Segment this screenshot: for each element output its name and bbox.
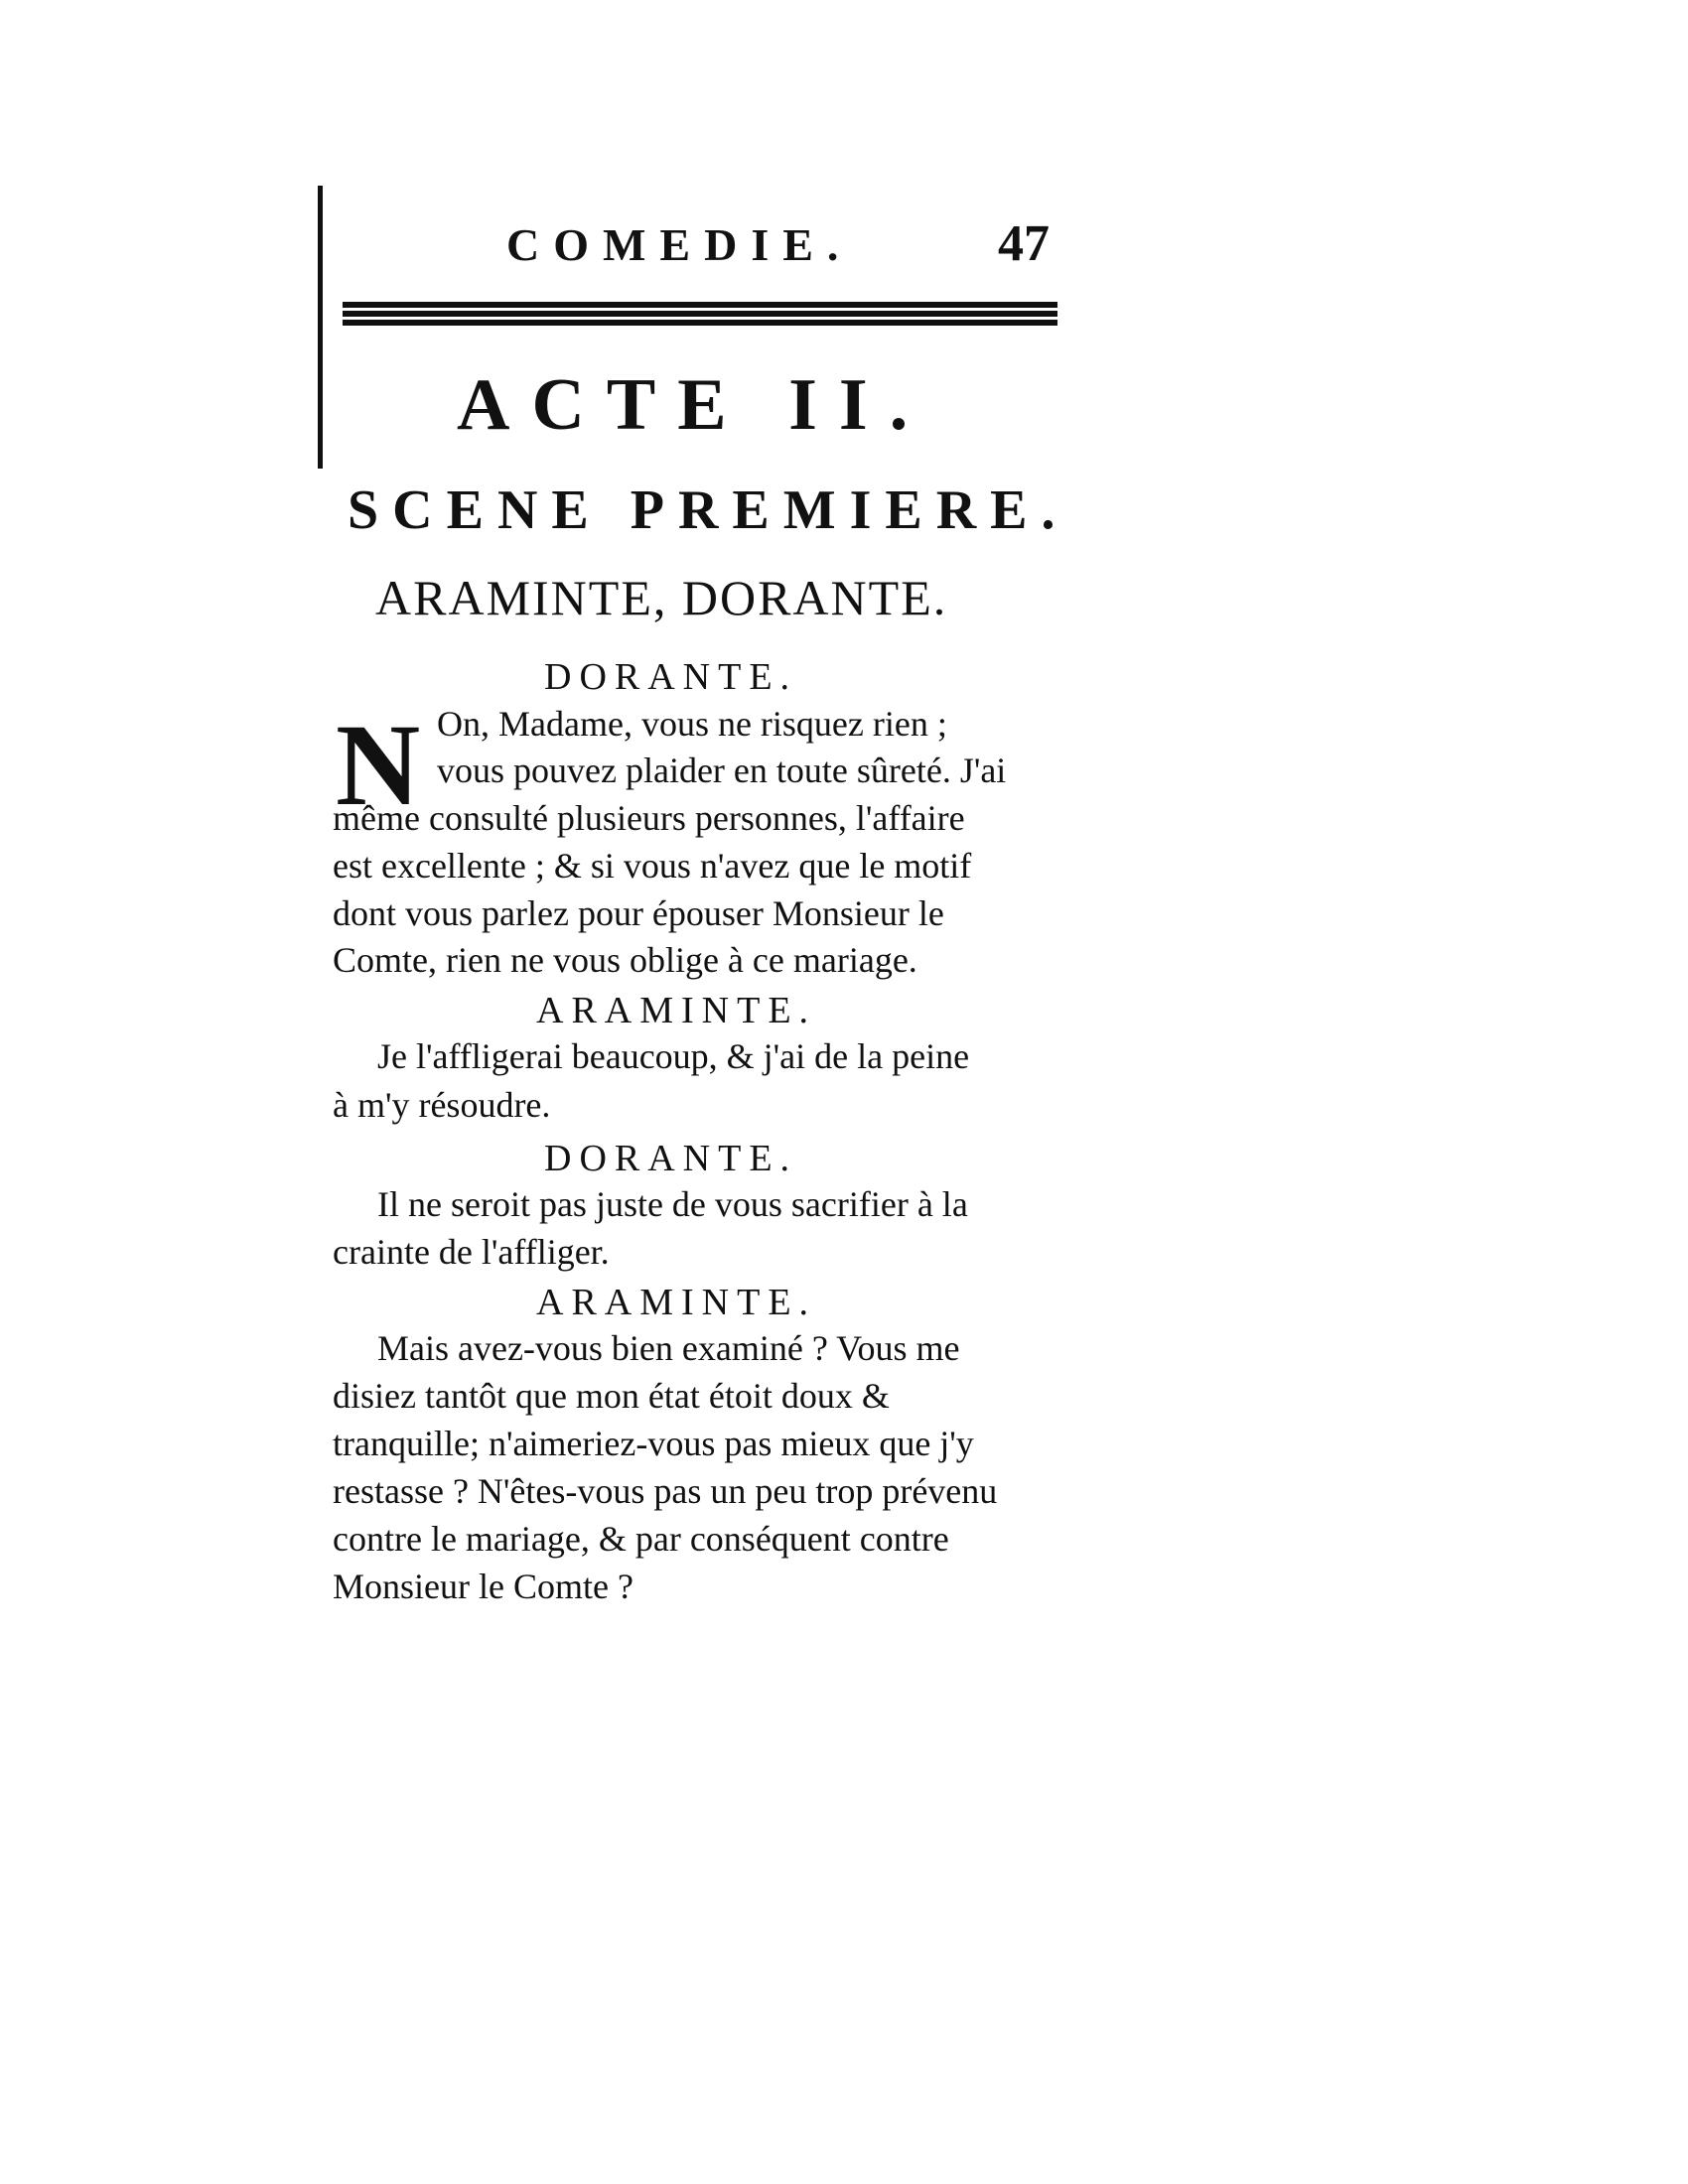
dialogue-line: crainte de l'affliger.	[333, 1232, 610, 1272]
rule-line	[343, 320, 1057, 326]
running-head: COMEDIE.	[506, 219, 853, 270]
dialogue-line: contre le mariage, & par conséquent contre	[333, 1519, 949, 1559]
drop-cap: N	[336, 700, 421, 830]
dialogue-line: vous pouvez plaider en toute sûreté. J'ai	[437, 751, 1007, 790]
scene-title: SCENE PREMIERE.	[348, 479, 1069, 541]
dialogue-line: Comte, rien ne vous oblige à ce mariage.	[333, 940, 917, 980]
speaker-name: DORANTE.	[544, 656, 798, 698]
dialogue-line: à m'y résoudre.	[333, 1085, 551, 1125]
dialogue-line: Monsieur le Comte ?	[333, 1567, 633, 1606]
dialogue-line: même consulté plusieurs personnes, l'affaire	[333, 798, 965, 838]
dialogue-line: Mais avez-vous bien examiné ? Vous me	[377, 1328, 960, 1368]
dialogue-line: disiez tantôt que mon état étoit doux &	[333, 1376, 890, 1416]
dialogue-line: Il ne seroit pas juste de vous sacrifier à la	[377, 1184, 968, 1224]
rule-line	[343, 311, 1057, 317]
dialogue-line: est excellente ; & si vous n'avez que le motif	[333, 846, 972, 886]
dialogue-line: restasse ? N'êtes-vous pas un peu trop prévenu	[333, 1471, 998, 1511]
dialogue-line: dont vous parlez pour épouser Monsieur le	[333, 893, 944, 933]
ornamental-rule	[343, 302, 1057, 326]
dialogue-line: tranquille; n'aimeriez-vous pas mieux que j'y	[333, 1424, 974, 1463]
act-title: ACTE II.	[457, 364, 930, 446]
page-number: 47	[998, 215, 1050, 272]
scene-characters: ARAMINTE, DORANTE.	[375, 570, 948, 625]
rule-line	[343, 302, 1057, 308]
dialogue-line: On, Madame, vous ne risquez rien ;	[437, 704, 947, 744]
speaker-name: DORANTE.	[544, 1138, 798, 1179]
speaker-name: ARAMINTE.	[536, 1282, 817, 1323]
dialogue-line: Je l'affligerai beaucoup, & j'ai de la peine	[377, 1036, 970, 1076]
speaker-name: ARAMINTE.	[536, 990, 817, 1031]
page-edge-rule	[318, 186, 323, 469]
